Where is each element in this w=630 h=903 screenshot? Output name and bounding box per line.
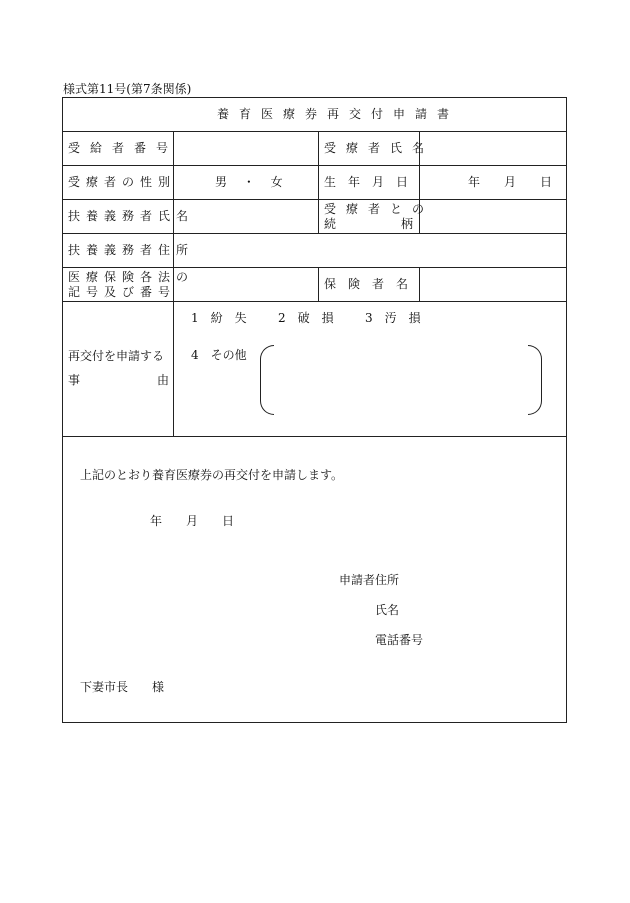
- row-divider: [62, 131, 567, 132]
- column-divider: [419, 267, 420, 301]
- reason-label-line2b: 由: [157, 373, 170, 387]
- reason-option-damaged[interactable]: 2 破 損: [278, 311, 334, 325]
- declaration-statement: 上記のとおり養育医療券の再交付を申請します。: [80, 468, 344, 482]
- form-number-label: 様式第11号(第7条関係): [63, 82, 192, 96]
- application-form-table: [62, 97, 567, 723]
- guardian-name-label: 扶養義務者氏名: [68, 209, 195, 223]
- application-date[interactable]: 年 月 日: [150, 514, 235, 528]
- patient-name-label: 受療者氏名: [324, 141, 435, 155]
- sex-options[interactable]: 男 ・ 女: [215, 175, 289, 189]
- insurer-name-label: 保 険 者 名: [324, 277, 409, 291]
- row-divider: [62, 301, 567, 302]
- reason-option-lost[interactable]: 1 紛 失: [191, 311, 247, 325]
- insurance-label-line2: 記号及び番号: [68, 285, 177, 299]
- other-reason-close-bracket: [528, 345, 542, 415]
- relationship-label-line2a: 続: [324, 217, 337, 231]
- relationship-label-line1: 受療者との: [324, 202, 435, 216]
- insurance-label-line1: 医療保険各法の: [68, 270, 195, 284]
- applicant-address-label: 申請者住所: [339, 573, 400, 587]
- addressee: 下妻市長 様: [80, 680, 165, 694]
- row-divider: [62, 199, 567, 200]
- column-divider: [318, 267, 319, 301]
- applicant-phone-label: 電話番号: [375, 633, 424, 647]
- column-divider: [318, 131, 319, 233]
- reason-option-soiled[interactable]: 3 汚 損: [365, 311, 421, 325]
- reason-option-other[interactable]: 4 その他: [191, 348, 247, 362]
- applicant-name-label: 氏名: [375, 603, 400, 617]
- recipient-number-label: 受給者番号: [68, 141, 179, 155]
- birth-date-field[interactable]: 年 月 日: [468, 175, 553, 189]
- row-divider: [62, 436, 567, 437]
- row-divider: [62, 233, 567, 234]
- row-divider: [62, 267, 567, 268]
- other-reason-open-bracket: [260, 345, 274, 415]
- birth-date-label: 生 年 月 日: [324, 175, 409, 189]
- form-title: 養育医療券再交付申請書: [217, 107, 460, 121]
- patient-sex-label: 受療者の性別: [68, 175, 177, 189]
- row-divider: [62, 165, 567, 166]
- relationship-label-line2b: 柄: [401, 217, 414, 231]
- reason-label-line2a: 事: [68, 373, 81, 387]
- reason-label-line1: 再交付を申請する: [68, 349, 165, 363]
- guardian-address-label: 扶養義務者住所: [68, 243, 195, 257]
